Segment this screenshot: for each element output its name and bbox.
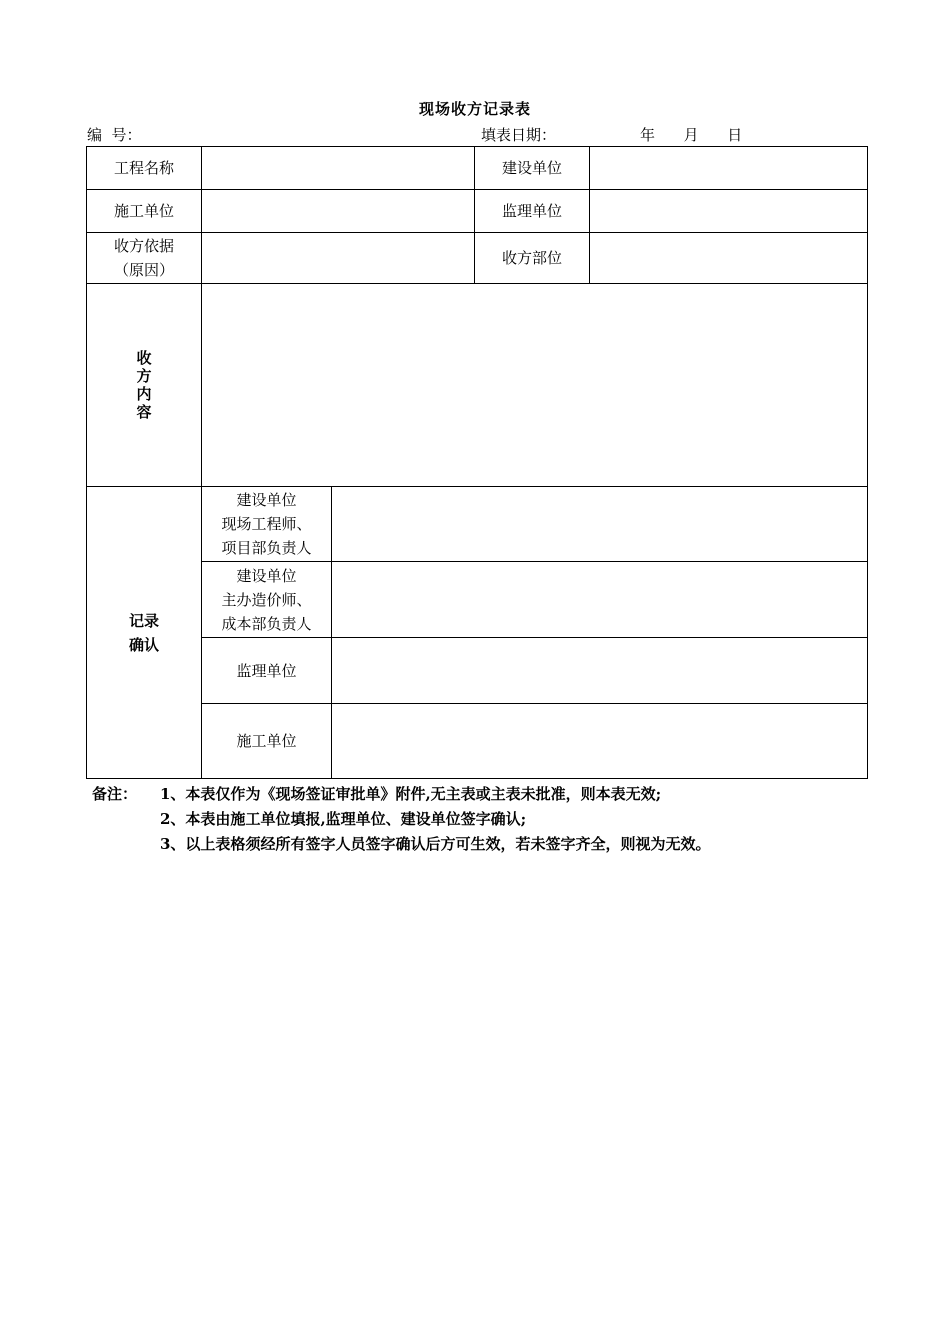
confirm-label-line1: 记录: [128, 611, 159, 630]
sig-owner-cost-field[interactable]: [332, 562, 868, 638]
contractor-label: 施工单位: [87, 190, 202, 233]
content-label: [87, 284, 202, 487]
location-field[interactable]: [590, 233, 868, 284]
sig-owner-cost-line2: 主办造价师、: [221, 590, 312, 609]
sig-owner-cost-line1: 建设单位: [236, 566, 297, 585]
basis-label-line2: （原因）: [113, 261, 174, 279]
content-field[interactable]: [202, 284, 868, 487]
supervisor-field[interactable]: [590, 190, 868, 233]
row-sig-supervisor: [87, 638, 868, 704]
date-fields: [640, 124, 742, 145]
confirm-label: [87, 487, 202, 779]
remark-text-1: 1、本表仅作为《现场签证审批单》附件,无主表或主表未批准，则本表无效;: [160, 785, 662, 803]
sig-owner-eng-line1: 建设单位: [236, 491, 297, 509]
supervisor-label: 监理单位: [475, 190, 590, 233]
contractor-field[interactable]: [202, 190, 475, 233]
row-sig-owner-cost: [87, 562, 868, 638]
number-label: 编 号：: [87, 126, 142, 144]
row-content: [87, 284, 868, 487]
row-basis: [87, 233, 868, 284]
basis-label: [87, 233, 202, 284]
sig-owner-eng-label: [202, 487, 332, 562]
record-table: [86, 146, 868, 779]
sig-owner-eng-line3: 项目部负责人: [221, 539, 312, 557]
form-title: 现场收方记录表: [418, 100, 531, 118]
basis-label-line1: 收方依据: [113, 237, 174, 255]
day-label: 日: [727, 126, 743, 144]
content-label-text: 收方内容: [136, 349, 152, 421]
month-label: 月: [683, 126, 699, 144]
sig-owner-cost-line3: 成本部负责人: [221, 614, 312, 633]
remarks: [92, 782, 710, 857]
remark-text-2: 2、本表由施工单位填报,监理单位、建设单位签字确认;: [160, 810, 527, 828]
owner-label: 建设单位: [475, 147, 590, 190]
confirm-label-line2: 确认: [128, 635, 159, 654]
basis-field[interactable]: [202, 233, 475, 284]
sig-supervisor-label: 监理单位: [202, 638, 332, 704]
date-label: 填表日期：: [481, 126, 557, 144]
remark-item-1: [92, 782, 710, 807]
sig-owner-eng-line2: 现场工程师、: [221, 515, 312, 533]
sig-owner-eng-field[interactable]: [332, 487, 868, 562]
sig-owner-cost-label: [202, 562, 332, 638]
project-name-field[interactable]: [202, 147, 475, 190]
row-contractor: [87, 190, 868, 233]
remark-item-3: [92, 832, 710, 857]
location-label: 收方部位: [475, 233, 590, 284]
sig-supervisor-field[interactable]: [332, 638, 868, 704]
row-sig-contractor: [87, 704, 868, 779]
owner-field[interactable]: [590, 147, 868, 190]
remark-item-2: [92, 807, 710, 832]
row-sig-owner-eng: [87, 487, 868, 562]
remarks-label: 备注：: [92, 785, 138, 803]
sig-contractor-label: 施工单位: [202, 704, 332, 779]
row-project: [87, 147, 868, 190]
sig-contractor-field[interactable]: [332, 704, 868, 779]
remark-text-3: 3、以上表格须经所有签字人员签字确认后方可生效，若未签字齐全，则视为无效。: [160, 835, 711, 853]
project-name-label: 工程名称: [87, 147, 202, 190]
year-label: 年: [640, 126, 656, 144]
